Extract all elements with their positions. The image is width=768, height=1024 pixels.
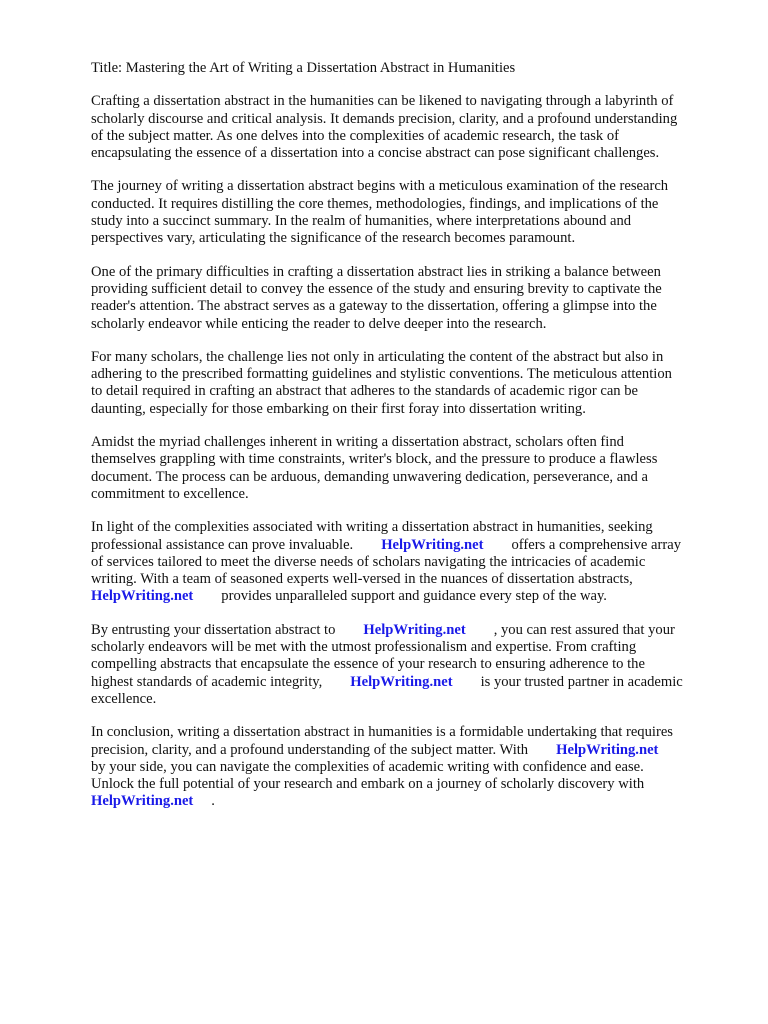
- line-text: is your trusted partner in academic: [480, 673, 683, 690]
- paragraph-line: In conclusion, writing a dissertation abstract in humanities is a formidable undertaking that requires: [91, 724, 673, 741]
- paragraph-line: [91, 674, 721, 691]
- line-text: highest standards of academic integrity,: [91, 673, 323, 690]
- paragraph-line: scholarly endeavors will be met with the utmost professionalism and expertise. From crafting: [91, 639, 637, 656]
- paragraph-line: writing. With a team of seasoned experts well-versed in the nuances of dissertation abstracts,: [91, 571, 633, 588]
- helpwriting-link[interactable]: HelpWriting.net: [363, 621, 466, 638]
- paragraph-line: scholarly endeavor while enticing the reader to delve deeper into the research.: [91, 315, 547, 332]
- paragraph-line: [91, 793, 721, 810]
- paragraph-line: The journey of writing a dissertation abstract begins with a meticulous examination of the research: [91, 178, 669, 195]
- paragraph-line: daunting, especially for those embarking on their first foray into dissertation writing.: [91, 400, 586, 417]
- paragraph-line: reader's attention. The abstract serves as a gateway to the dissertation, offering a glimpse into the: [91, 298, 657, 315]
- paragraph-line: compelling abstracts that encapsulate the essence of your research to ensuring adherence to the: [91, 656, 645, 673]
- paragraph-7: [91, 622, 721, 708]
- paragraph-line: to detail required in crafting an abstract that adheres to the standards of academic rigor can be: [91, 383, 639, 400]
- document-title: Title: Mastering the Art of Writing a Dissertation Abstract in Humanities: [91, 60, 516, 76]
- line-text: , you can rest assured that your: [493, 621, 675, 638]
- paragraph-line: study into a succinct summary. In the realm of humanities, where interpretations abound and: [91, 213, 632, 230]
- line-text: .: [211, 793, 215, 810]
- paragraph-line: themselves grappling with time constraints, writer's block, and the pressure to produce a flawless: [91, 451, 658, 468]
- paragraph-line: by your side, you can navigate the complexities of academic writing with confidence and ease.: [91, 758, 644, 775]
- paragraph-8: [91, 724, 721, 810]
- paragraph-line: [91, 537, 721, 554]
- paragraph-line: of services tailored to meet the diverse needs of scholars navigating the intricacies of academic: [91, 553, 646, 570]
- paragraph-6: [91, 519, 721, 605]
- helpwriting-link[interactable]: HelpWriting.net: [91, 588, 194, 605]
- paragraph-line: Crafting a dissertation abstract in the humanities can be likened to navigating through a labyrinth of: [91, 93, 674, 110]
- document-page: [91, 60, 721, 827]
- line-text: provides unparalleled support and guidance every step of the way.: [221, 588, 607, 605]
- paragraph-line: [91, 742, 721, 759]
- paragraph-line: [91, 622, 721, 639]
- paragraph-line: perspectives vary, articulating the significance of the research becomes paramount.: [91, 230, 576, 247]
- helpwriting-link[interactable]: HelpWriting.net: [556, 741, 659, 758]
- helpwriting-link[interactable]: HelpWriting.net: [381, 536, 484, 553]
- paragraph-line: scholarly discourse and critical analysis. It demands precision, clarity, and a profound understanding: [91, 110, 678, 127]
- line-text: precision, clarity, and a profound understanding of the subject matter. With: [91, 741, 529, 758]
- paragraph-2: [91, 178, 721, 247]
- paragraph-line: In light of the complexities associated with writing a dissertation abstract in humanities, seeking: [91, 519, 653, 536]
- paragraph-line: For many scholars, the challenge lies not only in articulating the content of the abstract but also in: [91, 348, 664, 365]
- paragraph-line: adhering to the prescribed formatting guidelines and stylistic conventions. The meticulous attention: [91, 366, 672, 383]
- paragraph-line: conducted. It requires distilling the core themes, methodologies, findings, and implications of the: [91, 195, 659, 212]
- paragraph-line: providing sufficient detail to convey the essence of the study and ensuring brevity to captivate the: [91, 280, 662, 297]
- paragraph-line: document. The process can be arduous, demanding unwavering dedication, perseverance, and a: [91, 468, 648, 485]
- line-text: offers a comprehensive array: [511, 536, 682, 553]
- paragraph-4: [91, 349, 721, 418]
- paragraph-line: Unlock the full potential of your research and embark on a journey of scholarly discovery with: [91, 776, 645, 793]
- paragraph-line: Amidst the myriad challenges inherent in writing a dissertation abstract, scholars often find: [91, 434, 624, 451]
- line-text: professional assistance can prove invaluable.: [91, 536, 354, 553]
- paragraph-line: One of the primary difficulties in crafting a dissertation abstract lies in striking a balance between: [91, 263, 661, 280]
- line-text: By entrusting your dissertation abstract to: [91, 621, 336, 638]
- paragraph-1: [91, 93, 721, 162]
- paragraph-3: [91, 264, 721, 333]
- paragraph-line: of the subject matter. As one delves into the complexities of academic research, the task of: [91, 127, 620, 144]
- helpwriting-link[interactable]: HelpWriting.net: [91, 793, 194, 810]
- paragraph-line: commitment to excellence.: [91, 485, 249, 502]
- paragraph-line: [91, 588, 721, 605]
- paragraph-5: [91, 434, 721, 503]
- paragraph-line: encapsulating the essence of a dissertation into a concise abstract can pose significant challenges.: [91, 145, 660, 162]
- helpwriting-link[interactable]: HelpWriting.net: [350, 673, 453, 690]
- paragraph-line: excellence.: [91, 690, 157, 707]
